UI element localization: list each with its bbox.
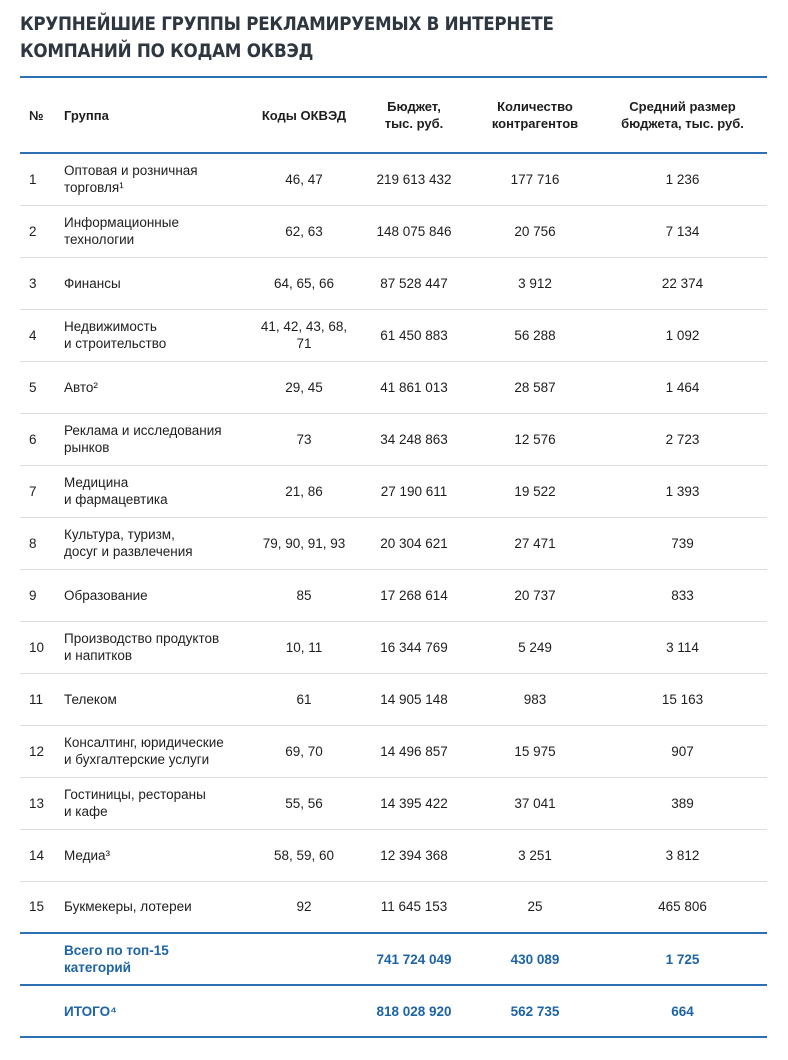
table-header xyxy=(20,77,767,153)
row-avg-budget: 389 xyxy=(598,777,767,829)
row-avg-budget: 1 092 xyxy=(598,309,767,361)
header-budget: Бюджет, тыс. руб. xyxy=(356,77,472,153)
row-count: 28 587 xyxy=(472,361,598,413)
row-num: 15 xyxy=(20,881,64,933)
row-budget: 41 861 013 xyxy=(356,361,472,413)
table-row xyxy=(20,569,767,621)
table-row xyxy=(20,153,767,205)
row-group: Образование xyxy=(64,569,252,621)
header-group: Группа xyxy=(64,77,252,153)
row-num: 2 xyxy=(20,205,64,257)
row-okved: 55, 56 xyxy=(252,777,356,829)
row-okved: 46, 47 xyxy=(252,153,356,205)
table-row xyxy=(20,465,767,517)
table-row xyxy=(20,725,767,777)
row-group: Телеком xyxy=(64,673,252,725)
empty-cell xyxy=(20,985,64,1037)
total-top15-avg-budget: 1 725 xyxy=(598,933,767,985)
row-num: 7 xyxy=(20,465,64,517)
row-count: 27 471 xyxy=(472,517,598,569)
table-body xyxy=(20,153,767,1037)
row-count: 20 737 xyxy=(472,569,598,621)
row-avg-budget: 7 134 xyxy=(598,205,767,257)
row-group: Гостиницы, рестораны и кафе xyxy=(64,777,252,829)
row-count: 56 288 xyxy=(472,309,598,361)
row-avg-budget: 3 812 xyxy=(598,829,767,881)
row-num: 13 xyxy=(20,777,64,829)
row-count: 983 xyxy=(472,673,598,725)
row-budget: 27 190 611 xyxy=(356,465,472,517)
row-avg-budget: 1 393 xyxy=(598,465,767,517)
row-group: Реклама и исследования рынков xyxy=(64,413,252,465)
row-count: 25 xyxy=(472,881,598,933)
row-budget: 219 613 432 xyxy=(356,153,472,205)
grand-total-row xyxy=(20,985,767,1037)
row-count: 20 756 xyxy=(472,205,598,257)
row-group: Медицина и фармацевтика xyxy=(64,465,252,517)
row-count: 19 522 xyxy=(472,465,598,517)
grand-total-budget: 818 028 920 xyxy=(356,985,472,1037)
row-okved: 85 xyxy=(252,569,356,621)
empty-cell xyxy=(252,933,356,985)
row-avg-budget: 833 xyxy=(598,569,767,621)
row-num: 1 xyxy=(20,153,64,205)
row-avg-budget: 22 374 xyxy=(598,257,767,309)
row-avg-budget: 2 723 xyxy=(598,413,767,465)
row-num: 5 xyxy=(20,361,64,413)
table-row xyxy=(20,257,767,309)
row-budget: 12 394 368 xyxy=(356,829,472,881)
page-title xyxy=(20,11,636,65)
row-okved: 10, 11 xyxy=(252,621,356,673)
row-budget: 87 528 447 xyxy=(356,257,472,309)
table-row xyxy=(20,517,767,569)
row-count: 37 041 xyxy=(472,777,598,829)
row-okved: 73 xyxy=(252,413,356,465)
table-row xyxy=(20,361,767,413)
row-okved: 69, 70 xyxy=(252,725,356,777)
row-count: 12 576 xyxy=(472,413,598,465)
table-row xyxy=(20,205,767,257)
total-top15-label: Всего по топ-15 категорий xyxy=(64,933,252,985)
row-group: Консалтинг, юридические и бухгалтерские услуги xyxy=(64,725,252,777)
okved-groups-table xyxy=(20,76,767,1038)
total-top15-count: 430 089 xyxy=(472,933,598,985)
row-group: Производство продуктов и напитков xyxy=(64,621,252,673)
row-count: 3 251 xyxy=(472,829,598,881)
table-row xyxy=(20,673,767,725)
header-num: № xyxy=(20,77,64,153)
header-count: Количество контрагентов xyxy=(472,77,598,153)
row-budget: 17 268 614 xyxy=(356,569,472,621)
empty-cell xyxy=(252,985,356,1037)
row-okved: 58, 59, 60 xyxy=(252,829,356,881)
row-num: 4 xyxy=(20,309,64,361)
row-num: 3 xyxy=(20,257,64,309)
grand-total-count: 562 735 xyxy=(472,985,598,1037)
row-group: Культура, туризм, досуг и развлечения xyxy=(64,517,252,569)
row-group: Информационные технологии xyxy=(64,205,252,257)
row-group: Медиа³ xyxy=(64,829,252,881)
row-num: 14 xyxy=(20,829,64,881)
row-num: 11 xyxy=(20,673,64,725)
row-avg-budget: 739 xyxy=(598,517,767,569)
row-budget: 14 905 148 xyxy=(356,673,472,725)
row-count: 15 975 xyxy=(472,725,598,777)
row-num: 9 xyxy=(20,569,64,621)
row-budget: 20 304 621 xyxy=(356,517,472,569)
row-okved: 61 xyxy=(252,673,356,725)
total-top15-row xyxy=(20,933,767,985)
row-group: Недвижимость и строительство xyxy=(64,309,252,361)
row-num: 8 xyxy=(20,517,64,569)
row-count: 5 249 xyxy=(472,621,598,673)
row-avg-budget: 465 806 xyxy=(598,881,767,933)
row-okved: 29, 45 xyxy=(252,361,356,413)
row-avg-budget: 907 xyxy=(598,725,767,777)
row-avg-budget: 3 114 xyxy=(598,621,767,673)
header-avg-budget: Средний размер бюджета, тыс. руб. xyxy=(598,77,767,153)
row-okved: 21, 86 xyxy=(252,465,356,517)
row-okved: 41, 42, 43, 68, 71 xyxy=(252,309,356,361)
grand-total-avg-budget: 664 xyxy=(598,985,767,1037)
total-top15-budget: 741 724 049 xyxy=(356,933,472,985)
table-row xyxy=(20,309,767,361)
table-row xyxy=(20,829,767,881)
row-avg-budget: 1 464 xyxy=(598,361,767,413)
title-line-1: КРУПНЕЙШИЕ ГРУППЫ РЕКЛАМИРУЕМЫХ В ИНТЕРНЕТЕ xyxy=(20,13,554,35)
row-avg-budget: 1 236 xyxy=(598,153,767,205)
table-row xyxy=(20,881,767,933)
row-budget: 61 450 883 xyxy=(356,309,472,361)
row-budget: 11 645 153 xyxy=(356,881,472,933)
table-row xyxy=(20,777,767,829)
row-group: Финансы xyxy=(64,257,252,309)
row-budget: 34 248 863 xyxy=(356,413,472,465)
row-okved: 79, 90, 91, 93 xyxy=(252,517,356,569)
row-avg-budget: 15 163 xyxy=(598,673,767,725)
row-budget: 14 395 422 xyxy=(356,777,472,829)
row-okved: 62, 63 xyxy=(252,205,356,257)
row-group: Букмекеры, лотереи xyxy=(64,881,252,933)
grand-total-label: ИТОГО⁴ xyxy=(64,985,252,1037)
row-count: 3 912 xyxy=(472,257,598,309)
row-okved: 92 xyxy=(252,881,356,933)
row-group: Оптовая и розничная торговля¹ xyxy=(64,153,252,205)
row-count: 177 716 xyxy=(472,153,598,205)
row-num: 10 xyxy=(20,621,64,673)
row-okved: 64, 65, 66 xyxy=(252,257,356,309)
row-budget: 148 075 846 xyxy=(356,205,472,257)
table-row xyxy=(20,621,767,673)
row-budget: 16 344 769 xyxy=(356,621,472,673)
row-num: 12 xyxy=(20,725,64,777)
table-row xyxy=(20,413,767,465)
row-budget: 14 496 857 xyxy=(356,725,472,777)
title-line-2: КОМПАНИЙ ПО КОДАМ ОКВЭД xyxy=(20,40,314,62)
header-okved: Коды ОКВЭД xyxy=(252,77,356,153)
empty-cell xyxy=(20,933,64,985)
row-num: 6 xyxy=(20,413,64,465)
row-group: Авто² xyxy=(64,361,252,413)
